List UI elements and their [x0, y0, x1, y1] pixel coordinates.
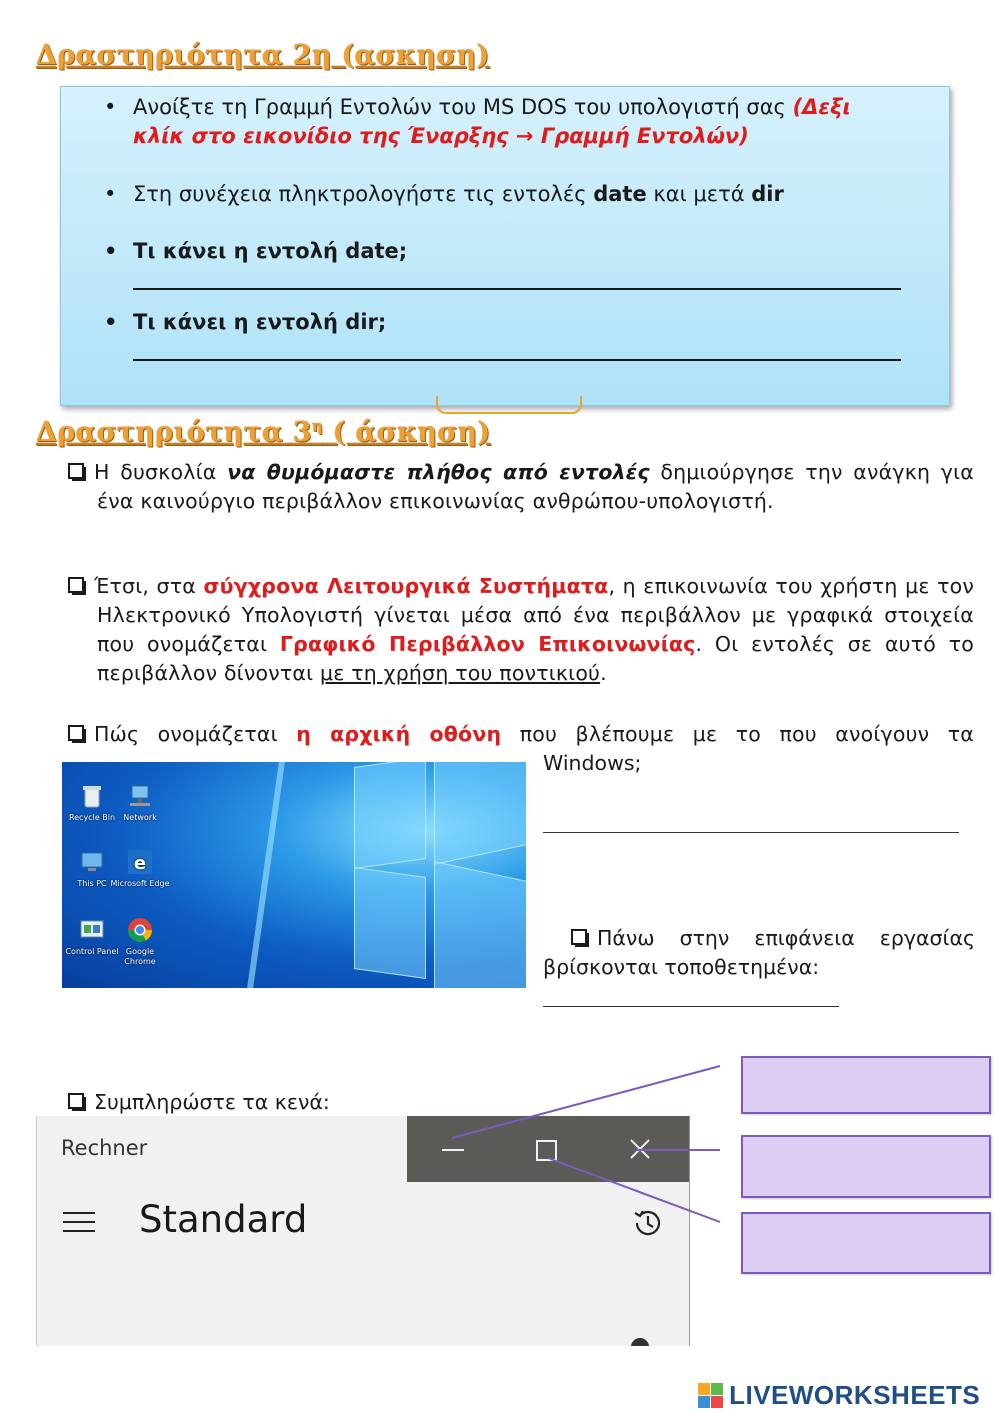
p2-text-d: . — [600, 661, 607, 685]
p2-text-c: . Οι εντολές σε αυτό το περιβάλλον δίνονται — [97, 632, 974, 685]
bullet-1-text: Ανοίξτε τη Γραμμή Εντολών του MS DOS του υπολογιστή σας — [133, 95, 793, 119]
answer-line-dir[interactable] — [133, 339, 901, 361]
close-icon[interactable] — [629, 1138, 651, 1160]
activity3-title — [36, 417, 491, 448]
activity3-title-sup: η — [311, 417, 324, 435]
checkbox-icon — [68, 463, 84, 479]
network-icon[interactable] — [110, 782, 170, 823]
partial-icon — [631, 1338, 649, 1346]
answer-line-desktop[interactable] — [543, 816, 959, 833]
bullet: • — [104, 239, 118, 263]
p2-red-gui: Γραφικό Περιβάλλον Επικοινωνίας — [279, 632, 696, 656]
bullet-1-red: (Δεξι — [792, 95, 851, 119]
chrome-label: Google Chrome — [124, 947, 156, 966]
p2-text-a: Έτσι, στα — [94, 574, 204, 598]
paragraph-3 — [68, 720, 974, 749]
paragraph-4 — [543, 924, 975, 953]
checkbox-icon — [68, 577, 84, 593]
edge-icon[interactable] — [110, 848, 170, 889]
chrome-icon[interactable] — [110, 916, 170, 967]
bullet-2-text: Στη συνέχεια πληκτρολογήστε τις εντολές — [133, 182, 594, 206]
hamburger-menu-icon[interactable] — [63, 1212, 95, 1232]
recycle-bin-label: Recycle Bin — [68, 813, 116, 822]
question-date: Τι κάνει η εντολή date; — [133, 239, 408, 263]
bullet-1-red-line2: κλίκ στο εικονίδιο της Έναρξης → Γραμμή Εντολών) — [133, 124, 749, 148]
this-pc-label: This PC — [77, 879, 107, 888]
p3-text-a: Πώς ονομάζεται — [94, 722, 297, 746]
checkbox-icon — [68, 725, 84, 741]
calculator-mode: Standard — [139, 1198, 308, 1241]
paragraph-5 — [68, 1088, 330, 1117]
paragraph-2 — [68, 572, 974, 688]
activity3-title-main: Δραστηριότητα 3 — [36, 417, 312, 448]
history-icon[interactable] — [631, 1206, 665, 1240]
liveworksheets-logo — [698, 1380, 980, 1411]
control-panel-label: Control Panel — [65, 947, 119, 956]
p2-text-b: , η επικοινωνία του χρήστη με τον Ηλεκτρονικό Υπολογιστή γίνεται μέσα από ένα περιβάλλον με γραφικά στοιχεία που ονομάζεται — [97, 574, 975, 656]
bullet: • — [104, 95, 117, 119]
box-tab-decoration — [436, 396, 582, 414]
answer-box-close[interactable] — [741, 1135, 991, 1198]
minimize-icon[interactable] — [442, 1149, 464, 1151]
p4-text-b: βρίσκονται τοποθετημένα: — [543, 955, 820, 979]
edge-label: Microsoft Edge — [110, 879, 170, 888]
p3-text-b: που βλέπουμε με το που ανοίγουν τα — [501, 722, 974, 746]
windows-desktop-image — [62, 762, 526, 988]
calculator-title: Rechner — [61, 1136, 148, 1160]
activity2-bullet-1 — [133, 93, 933, 151]
activity3-title-rest: ( άσκηση) — [323, 417, 491, 448]
answer-box-minimize[interactable] — [741, 1056, 991, 1114]
checkbox-icon — [571, 929, 587, 945]
date-command: date — [593, 182, 647, 206]
lws-logo-text: LIVEWORKSHEETS — [729, 1380, 981, 1410]
p1-emphasis: να θυμόμαστε πλήθος από εντολές — [227, 460, 650, 484]
maximize-icon[interactable] — [536, 1140, 557, 1161]
answer-line-date[interactable] — [133, 268, 901, 290]
dir-command: dir — [751, 182, 784, 206]
p3-red: η αρχική οθόνη — [296, 722, 502, 746]
p4-text-a: Πάνω στην επιφάνεια εργασίας — [597, 926, 975, 950]
question-dir: Τι κάνει η εντολή dir; — [133, 310, 387, 334]
activity2-bullet-2 — [133, 180, 784, 209]
bullet: • — [104, 182, 117, 206]
checkbox-icon — [68, 1093, 84, 1109]
p1-text-b: δημιούργησε την ανάγκη για ένα καινούργιο περιβάλλον επικοινωνίας ανθρώπου-υπολογιστή. — [97, 460, 974, 513]
network-label: Network — [123, 813, 157, 822]
p3-windows: Windows; — [543, 751, 642, 775]
answer-box-maximize[interactable] — [741, 1212, 991, 1274]
p2-underlined: με τη χρήση του ποντικιού — [319, 661, 601, 685]
calculator-window — [36, 1116, 690, 1346]
answer-line-items[interactable] — [543, 990, 839, 1007]
svg-text:e: e — [133, 853, 147, 874]
p2-red-os: σύγχρονα Λειτουργικά Συστήματα — [203, 574, 609, 598]
paragraph-1 — [68, 458, 974, 516]
p5-text: Συμπληρώστε τα κενά: — [94, 1090, 330, 1114]
bullet: • — [104, 310, 118, 334]
lws-logo-icon — [698, 1383, 724, 1409]
p1-text-a: Η δυσκολία — [94, 460, 228, 484]
bullet-2-mid: και μετά — [646, 182, 752, 206]
activity2-title: Δραστηριότητα 2η (ασκηση) — [36, 40, 490, 71]
